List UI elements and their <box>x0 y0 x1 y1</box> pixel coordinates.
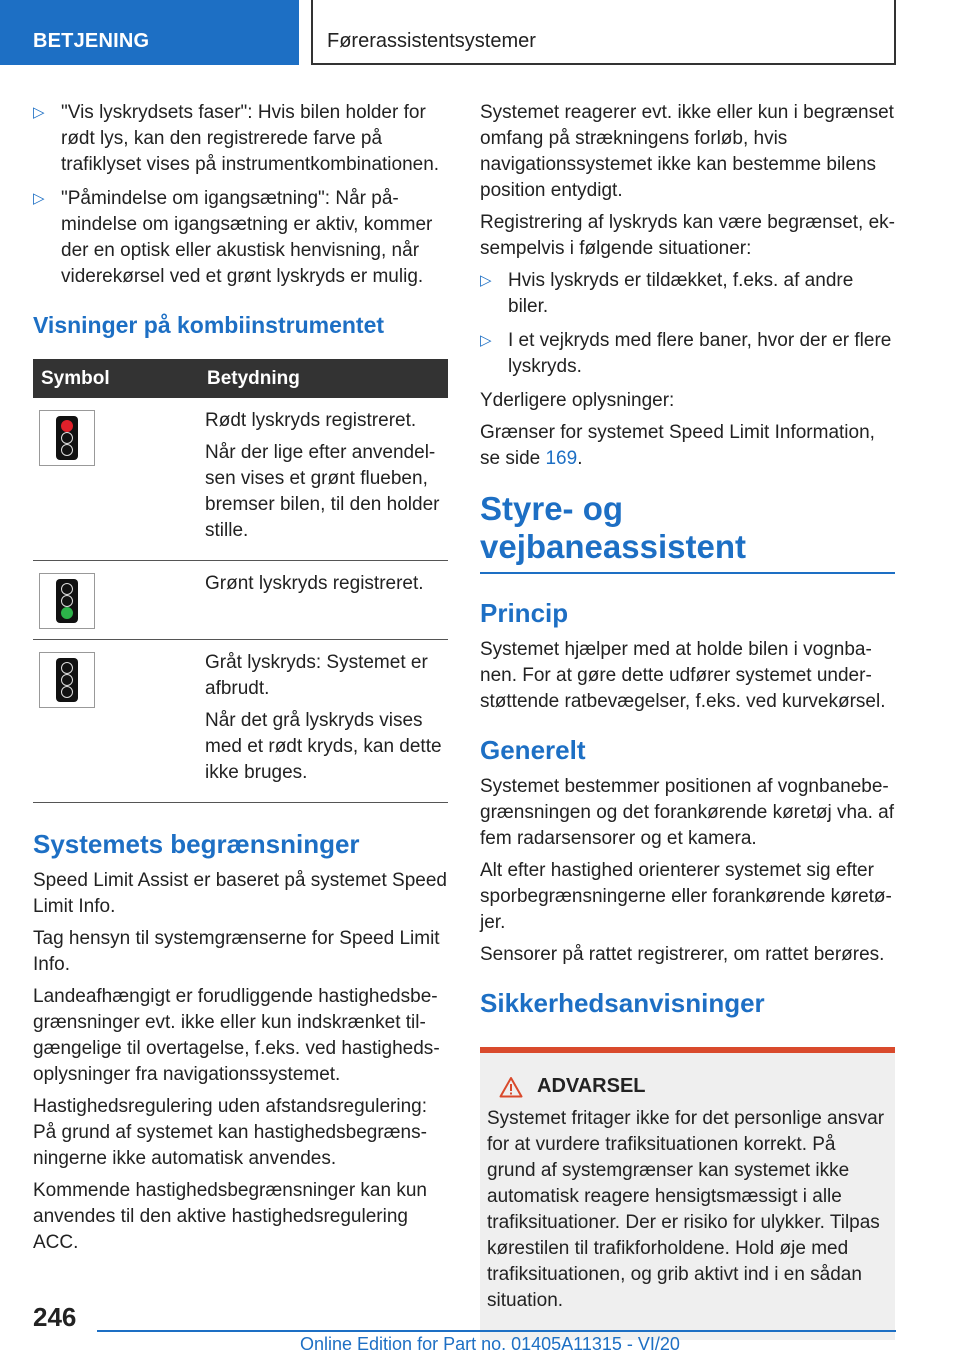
reference-text: Grænser for systemet Speed Limit Information, se side 169. <box>480 422 875 469</box>
meaning-text: Når der lige efter anvendelsen vises et grønt flueben, bremser bilen, til den holder stille. <box>205 442 440 541</box>
list-item: ▷ Hvis lyskryds er tildækket, f.eks. af andre biler. <box>480 270 854 317</box>
body-text: Tag hensyn til systemgrænserne for Speed Limit Info. <box>33 928 440 975</box>
body-text: Systemet hjælper med at holde bilen i vognbanen. For at gøre dette udfører systemet understøttende ratbevægelser, f.eks. ved kurvekørsel. <box>480 639 886 712</box>
warning-box <box>480 1047 895 1340</box>
right-column <box>480 100 895 1340</box>
display-heading: Visninger på kombiinstrumentet <box>33 312 385 338</box>
table-header-row <box>33 359 448 398</box>
col-meaning: Betydning <box>199 359 448 398</box>
body-text: Registrering af lyskryds kan være begrænset, eksempelvis i følgende situationer: <box>480 212 895 259</box>
principle-heading: Princip <box>480 598 569 628</box>
traffic-light-green-icon <box>39 573 95 629</box>
table-row <box>33 640 448 803</box>
page-number: 246 <box>33 1302 77 1332</box>
main-heading: Styre- og vejbaneassistent <box>480 490 895 574</box>
warning-title: ADVARSEL <box>487 1075 887 1098</box>
body-text: Kommende hastighedsbegrænsninger kan kun anvendes til den aktive hastighedsregulering ACC. <box>33 1180 427 1253</box>
triangle-bullet-icon: ▷ <box>480 272 492 289</box>
body-text: Systemet bestemmer positionen af vognbanebegrænsningen og det forankørende køretøj vha. af fem radarsensorer og et kamera. <box>480 776 895 849</box>
edition-text: Online Edition for Part no. 01405A11315 - VI/20 <box>300 1334 680 1354</box>
warning-text: Systemet fritager ikke for det personlige ansvar for at vurdere trafiksituationen korrekt. På grund af systemgrænser kan systemet ikke automatisk reagere hensigtsmæssigt i alle trafiksituationer. Der er risiko for ulykker. Tilpas kørestilen til trafikforholdene. Hold øje med trafiksituationen, og grib aktivt ind i en sådan situation. <box>487 1108 885 1311</box>
list-item: ▷ "Påmindelse om igangsætning": Når påmindelse om igangsætning er aktiv, kommer der en optisk eller akustisk henvisning, når viderekørsel ved et grønt lyskryds er mulig. <box>33 188 433 287</box>
meaning-text: Når det grå lyskryds vises med et rødt kryds, kan dette ikke bruges. <box>205 710 442 783</box>
safety-heading: Sikkerhedsanvisninger <box>480 988 765 1018</box>
section-tab <box>0 0 299 65</box>
body-text: Hastighedsregulering uden afstandsregulering: På grund af systemet kan hastighedsbegrænsningerne ikke automatisk anvendes. <box>33 1096 427 1169</box>
traffic-light-red-icon <box>39 410 95 466</box>
situation-list <box>480 268 895 380</box>
chapter-title: Førerassistentsystemer <box>327 30 536 52</box>
body-text: Landeafhængigt er forudliggende hastighedsbegrænsninger evt. ikke eller kun indskrænket tilgængelige til overtagelse, f.eks. ved hastighedsoplysninger fra navigationssystemet. <box>33 986 440 1085</box>
triangle-bullet-icon: ▷ <box>480 332 492 349</box>
meaning-text: Gråt lyskryds: Systemet er afbrudt. <box>205 652 428 699</box>
meaning-text: Grønt lyskryds registreret. <box>205 573 424 594</box>
body-text: Systemet reagerer evt. ikke eller kun i begrænset omfang på strækningens forløb, hvis navigationssystemet ikke kan bestemme bilens position entydigt. <box>480 102 894 201</box>
page-reference-link[interactable]: 169 <box>545 448 578 469</box>
left-column <box>33 100 448 1262</box>
table-row <box>33 561 448 640</box>
triangle-bullet-icon: ▷ <box>33 104 45 121</box>
table-row <box>33 398 448 561</box>
meaning-text: Rødt lyskryds registreret. <box>205 410 417 431</box>
body-text: Sensorer på rattet registrerer, om rattet berøres. <box>480 944 885 965</box>
warning-triangle-icon <box>499 1076 523 1098</box>
traffic-light-grey-icon <box>39 652 95 708</box>
section-title: BETJENING <box>33 30 150 52</box>
triangle-bullet-icon: ▷ <box>33 190 45 207</box>
footer-divider <box>97 1330 896 1332</box>
limits-heading: Systemets begrænsninger <box>33 829 360 859</box>
general-heading: Generelt <box>480 735 586 765</box>
feature-list <box>33 100 448 290</box>
more-info-label: Yderligere oplysninger: <box>480 390 675 411</box>
chapter-header <box>311 0 896 65</box>
symbol-table <box>33 359 448 803</box>
body-text: Speed Limit Assist er baseret på systemet Speed Limit Info. <box>33 870 447 917</box>
list-item: ▷ "Vis lyskrydsets faser": Hvis bilen holder for rødt lys, kan den registrerede farve på trafiklyset vises på instrumentkombinationen. <box>33 102 440 175</box>
list-item: ▷ I et vejkryds med flere baner, hvor der er flere lyskryds. <box>480 330 892 377</box>
col-symbol: Symbol <box>33 359 199 398</box>
body-text: Alt efter hastighed orienterer systemet sig efter sporbegrænsningerne eller forankørende køretøjer. <box>480 860 892 933</box>
